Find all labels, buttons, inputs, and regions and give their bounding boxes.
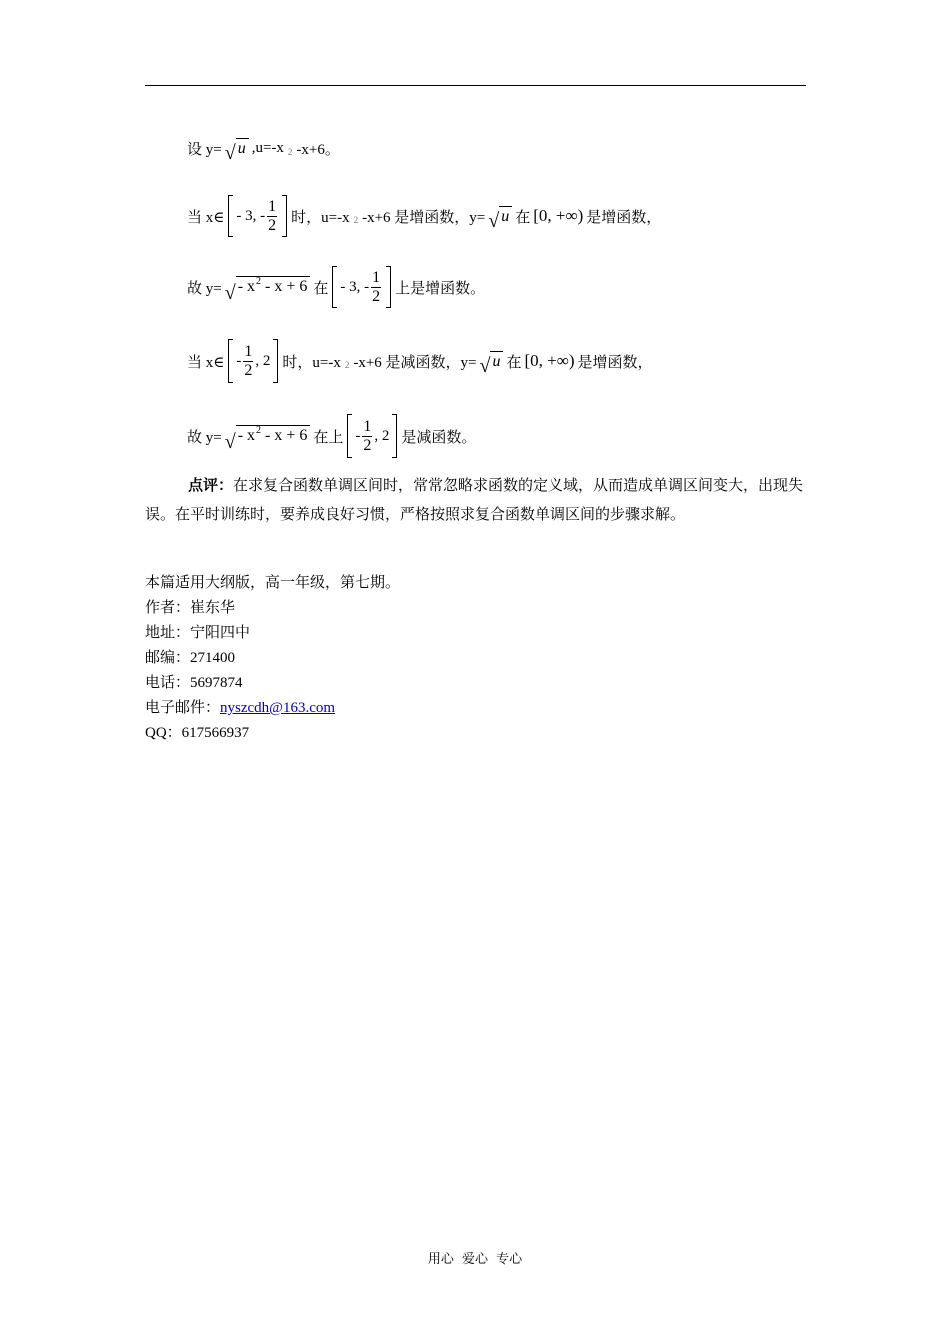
interval-body [352,418,392,455]
superscript: 2 [256,424,262,436]
email-label: 电子邮件： [145,700,221,716]
numerator: 1 [372,268,381,286]
denominator: 2 [363,436,372,454]
address-line: 地址：宁阳四中 [145,625,251,641]
subscript: 2 [353,215,359,225]
subscript: 2 [344,360,350,370]
interval-text: - [355,427,361,444]
text: 故 y= [187,280,222,297]
interval: [0, +∞) [524,351,575,370]
var-u: u [499,206,512,227]
text: 设 y= [187,141,222,158]
radicand-part: - x + 6 [261,277,308,295]
text: 在 [515,209,531,226]
interval-bracket [347,414,397,458]
text: 当 x∈ [187,354,225,371]
var-u: u [236,138,249,159]
right-bracket [392,414,397,458]
text: ,u=-x [251,139,284,156]
text: 时，u=-x [282,354,341,371]
interval: [0, +∞) [533,206,584,225]
math-line-4 [187,338,653,384]
right-bracket [273,339,278,383]
radicand [236,425,311,448]
header-rule [145,85,806,86]
email-link[interactable]: nyszcdh@163.com [220,700,336,716]
interval-text: , 2 [255,352,271,369]
text: 故 y= [187,429,222,446]
radicand [236,276,311,299]
interval-text: - 3, - [236,207,266,224]
fraction [243,343,253,380]
email-line [145,696,400,721]
sqrt-u: √ u [488,206,512,227]
sqrt-expression: √ - $x^2 - x + 6$ [225,425,311,448]
denominator: 2 [268,216,277,234]
qq-line: QQ：617566937 [145,725,250,741]
text: 是增函数， [577,354,653,371]
denominator: 2 [244,361,253,379]
math-line-3 [187,264,485,310]
numerator: 1 [363,417,372,435]
fraction [362,418,372,455]
denominator: 2 [372,287,381,305]
interval-text: - [236,352,242,369]
numerator: 1 [244,342,253,360]
text: 在 [313,280,329,297]
interval-bracket [332,266,391,308]
text: -x+6 是增函数，y= [362,209,486,226]
comment-text: 在求复合函数单调区间时，常常忽略求函数的定义域，从而造成单调区间变大，出现失误。在平时训练时，要养成良好习惯，严格按照求复合函数单调区间的步骤求解。 [145,476,804,523]
text: 是增函数， [586,209,662,226]
text: 上是增函数。 [395,280,486,297]
sqrt-u: √ u [225,138,249,159]
subscript: 2 [287,147,293,157]
interval-text: , 2 [374,427,390,444]
interval-body [337,269,386,306]
comment-paragraph [145,471,807,529]
text: 在 [506,354,522,371]
fraction [371,269,381,306]
right-bracket [282,195,287,237]
interval-body [233,343,273,380]
page-footer: 用心 爱心 专心 [427,1252,523,1267]
right-bracket [386,266,391,308]
phone-line: 电话：5697874 [145,675,243,691]
radicand-part: - x [237,426,256,444]
interval-body [233,198,282,235]
superscript: 2 [256,275,262,287]
text: -x+6。 [296,141,340,158]
numerator: 1 [268,197,277,215]
author-line: 作者：崔东华 [145,600,236,616]
math-line-5 [187,413,476,459]
text: 在上 [313,429,344,446]
article-info [145,571,400,746]
sqrt-u: √ u [480,351,504,372]
edition-line: 本篇适用大纲版，高一年级，第七期。 [145,575,401,591]
radicand-part: - x + 6 [261,426,308,444]
interval-bracket [228,339,278,383]
text: 是减函数。 [401,429,477,446]
interval-bracket [228,195,287,237]
postcode-line: 邮编：271400 [145,650,236,666]
fraction [267,198,277,235]
comment-label: 点评： [188,476,234,494]
interval-text: - 3, - [340,278,370,295]
text: 时，u=-x [291,209,350,226]
math-line-1 [187,133,340,163]
sqrt-expression: √ - $x^2 - x + 6$ [225,276,311,299]
var-u: u [490,351,503,372]
text: -x+6 是减函数，y= [353,354,477,371]
radicand-part: - x [237,277,256,295]
text: 当 x∈ [187,209,225,226]
math-line-2 [187,194,661,238]
